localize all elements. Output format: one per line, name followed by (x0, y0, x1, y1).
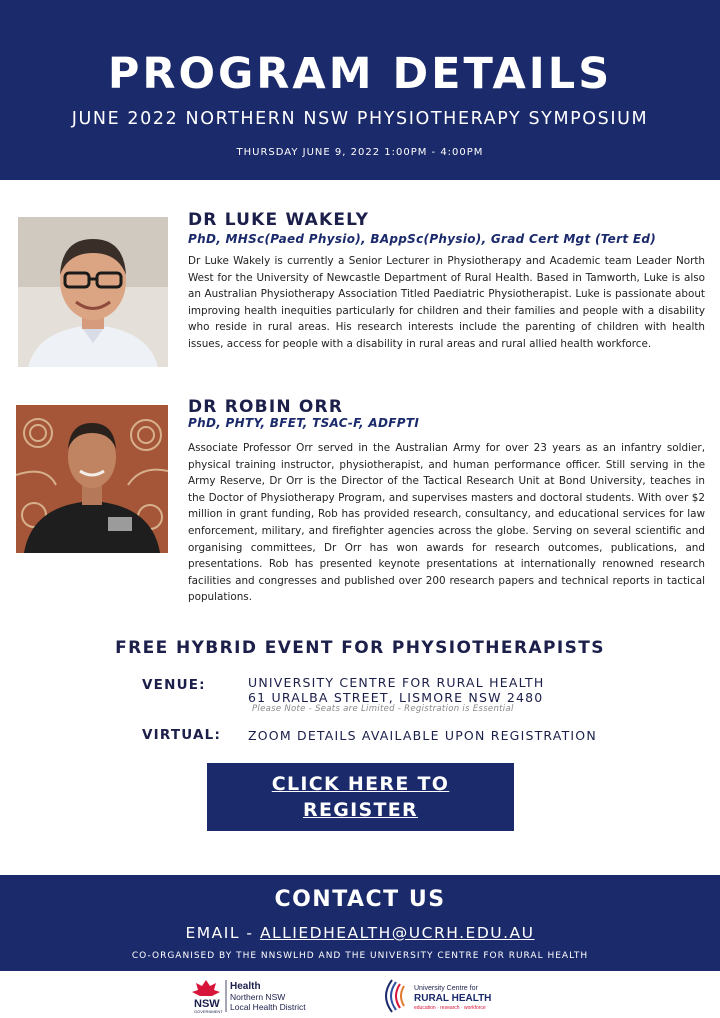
register-button-line2: REGISTER (303, 799, 418, 821)
register-button-line1: CLICK HERE TO (271, 773, 450, 795)
ucrh-logo (378, 976, 528, 1016)
virtual-label: VIRTUAL: (142, 727, 222, 743)
header-banner (0, 0, 720, 180)
event-heading: FREE HYBRID EVENT FOR PHYSIOTHERAPISTS (115, 638, 605, 658)
venue-address: 61 URALBA STREET, LISMORE NSW 2480 (248, 690, 544, 705)
event-datetime: THURSDAY JUNE 9, 2022 1:00PM - 4:00PM (236, 147, 484, 158)
nsw-wordmark: NSW (194, 998, 220, 1010)
ucrh-tagline: education · research · workforce (414, 1005, 486, 1011)
speaker-name: DR LUKE WAKELY (188, 210, 370, 230)
ucrh-line1: University Centre for (414, 985, 478, 992)
nsw-health-text: Health (230, 981, 261, 992)
ucrh-line2: RURAL HEALTH (414, 993, 492, 1004)
nsw-government-text: GOVERNMENT (194, 1009, 223, 1014)
speaker-photo-luke-wakely (18, 217, 168, 367)
speaker-qualifications: PhD, PHTY, BFET, TSAC-F, ADFPTI (188, 416, 420, 430)
venue-note: Please Note - Seats are Limited - Registration is Essential (252, 704, 514, 714)
virtual-details: ZOOM DETAILS AVAILABLE UPON REGISTRATION (248, 728, 597, 743)
venue-name: UNIVERSITY CENTRE FOR RURAL HEALTH (248, 675, 545, 690)
venue-label: VENUE: (142, 677, 206, 693)
waratah-icon (192, 980, 220, 996)
page-title: PROGRAM DETAILS (107, 49, 613, 99)
speaker-photo-robin-orr (16, 405, 168, 553)
speaker-qualifications: PhD, MHSc(Paed Physio), BAppSc(Physio), Grad Cert Mgt (Tert Ed) (188, 232, 657, 246)
nsw-health-logo (192, 978, 342, 1014)
register-button[interactable] (207, 763, 514, 831)
email-row (0, 924, 720, 942)
nsw-district-line2: Local Health District (230, 1002, 306, 1012)
email-prefix: EMAIL - (185, 924, 260, 942)
email-link[interactable]: ALLIEDHEALTH@UCRH.EDU.AU (259, 924, 535, 942)
contact-footer (0, 875, 720, 971)
coorganisers-text: CO-ORGANISED BY THE NNSWLHD AND THE UNIVERSITY CENTRE FOR RURAL HEALTH (131, 951, 589, 961)
speaker-name: DR ROBIN ORR (188, 397, 344, 417)
ucrh-emblem-icon (386, 980, 404, 1012)
event-subtitle: JUNE 2022 NORTHERN NSW PHYSIOTHERAPY SYMPOSIUM (71, 109, 649, 129)
contact-title: CONTACT US (274, 887, 446, 912)
speaker-bio: Associate Professor Orr served in the Australian Army for over 23 years as an infantry soldier, physical training instructor, physiotherapist, and human performance officer. Still serving in the Army Reserve, Dr Orr is the Director of the Tactical Research Unit at Bond University, teaches in the Doctor of Physiotherapy Program, and supervises masters and doctoral students. With over $2 million in grant funding, Rob has provided research, consultancy, and educational services for law enforcement, military, and firefighter agencies across the globe. Serving on several scientific and organising committees, Dr Orr has won awards for research outcomes, publications, and presentations. Rob has presented keynote presentations at internationally renowned research facilities and congresses and published over 200 research papers and technical reports in tactical populations. (188, 442, 705, 604)
speaker-bio: Dr Luke Wakely is currently a Senior Lecturer in Physiotherapy and Academic team Leader North West for the University of Newcastle Department of Rural Health. Based in Tamworth, Luke is also an Australian Physiotherapy Association Titled Paediatric Physiotherapist. Luke is passionate about improving health inequities particularly for children and their families and people with a disability who reside in rural areas. His research interests include the parenting of children with health issues, access for people with a disability in rural areas and rural allied health workforce. (188, 255, 705, 350)
nsw-district-line1: Northern NSW (230, 992, 286, 1002)
